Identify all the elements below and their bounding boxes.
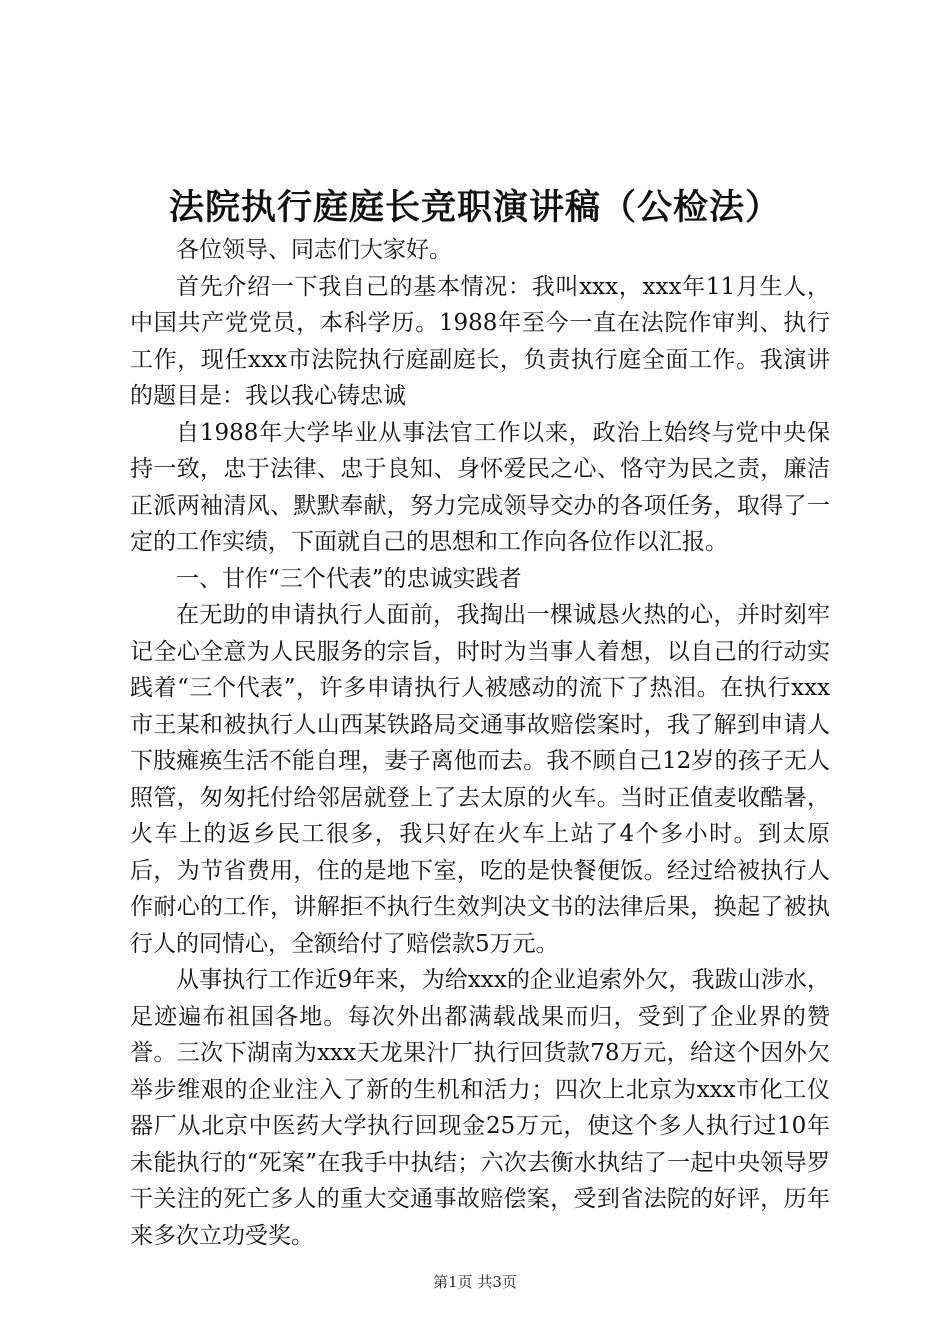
career-overview-paragraph: 自1988年大学毕业从事法官工作以来，政治上始终与党中央保持一致，忠于法律、忠于良知、身怀爱民之心、恪守为民之责，廉洁正派两袖清风、默默奉献，努力完成领导交办的各项任务，取得了一定的工作实绩，下面就自己的思想和工作向各位作以汇报。 [130,419,830,555]
section-heading-1: 一、甘作“三个代表”的忠诚实践者 [176,565,522,592]
introduction-paragraph: 首先介绍一下我自己的基本情况：我叫xxx，xxx年11月生人，中国共产党党员，本科学历。1988年至今一直在法院作审判、执行工作，现任xxx市法院执行庭副庭长，负责执行庭全面工作。我演讲的题目是：我以我心铸忠诚 [130,273,830,409]
page-number-footer: 第1页 共3页 [433,1273,517,1291]
document-title: 法院执行庭庭长竞职演讲稿（公检法） [168,187,781,228]
achievements-paragraph: 从事执行工作近9年来，为给xxx的企业追索外欠，我跋山涉水，足迹遍布祖国各地。每次外出都满载战果而归，受到了企业界的赞誉。三次下湖南为xxx天龙果汁厂执行回货款78万元，给这个因外欠举步维艰的企业注入了新的生机和活力；四次上北京为xxx市化工仪器厂从北京中医药大学执行回现金25万元，使这个多人执行过10年未能执行的“死案”在我手中执结；六次去衡水执结了一起中央领导罗干关注的死亡多人的重大交通事故赔偿案，受到省法院的好评，历年来多次立功受奖。 [130,967,830,1249]
greeting-paragraph: 各位领导、同志们大家好。 [176,237,452,263]
document-body [130,232,830,1254]
case-story-paragraph: 在无助的申请执行人面前，我掏出一棵诚恳火热的心，并时刻牢记全心全意为人民服务的宗旨，时时为当事人着想，以自己的行动实践着“三个代表”，许多申请执行人被感动的流下了热泪。在执行xxx市王某和被执行人山西某铁路局交通事故赔偿案时，我了解到申请人下肢瘫痪生活不能自理，妻子离他而去。我不顾自己12岁的孩子无人照管，匆匆托付给邻居就登上了去太原的火车。当时正值麦收酷暑，火车上的返乡民工很多，我只好在火车上站了4个多小时。到太原后，为节省费用，住的是地下室，吃的是快餐便饭。经过给被执行人作耐心的工作，讲解拒不执行生效判决文书的法律后果，换起了被执行人的同情心，全额给付了赔偿款5万元。 [130,602,830,957]
